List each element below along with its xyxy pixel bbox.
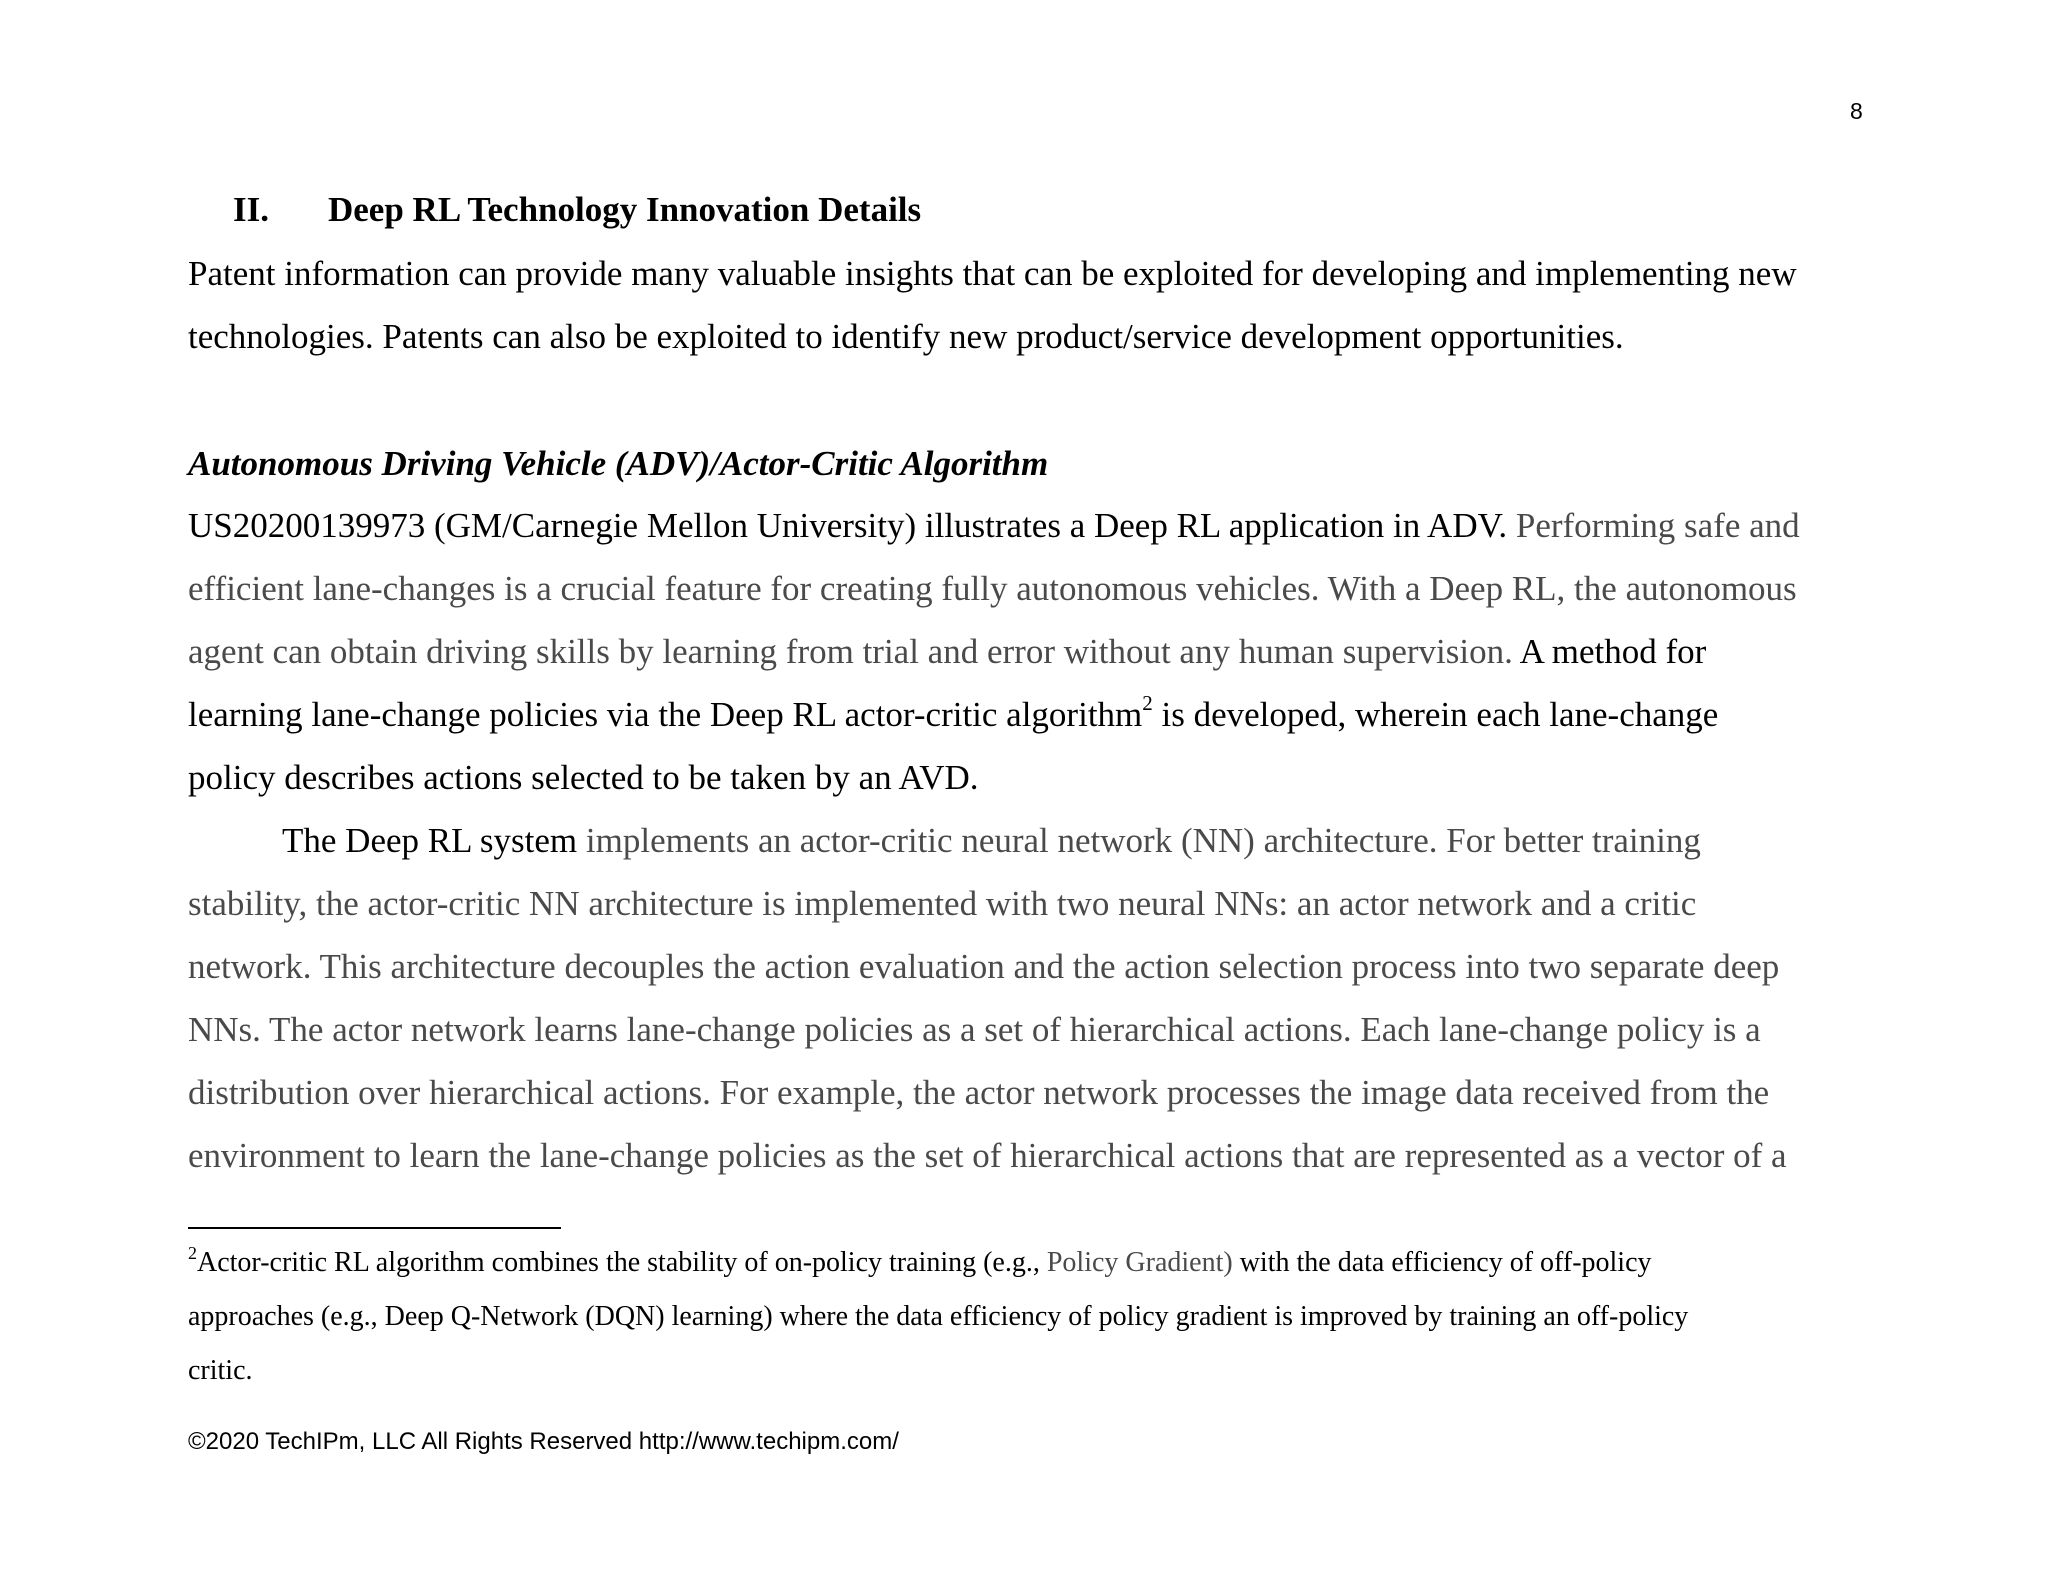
text-span: US20200139973 (GM/Carnegie Mellon University) illustrates a Deep RL application in ADV.: [188, 506, 1508, 545]
text-span: Policy Gradient): [1046, 1247, 1233, 1278]
text-span: learning lane-change policies via the Deep RL actor-critic algorithm: [188, 695, 1143, 734]
footnote-reference[interactable]: 2: [1142, 691, 1153, 715]
intro-line: Patent information can provide many valuable insights that can be exploited for developing and implementing new: [188, 254, 1797, 293]
text-span: The Deep RL system: [282, 821, 578, 860]
section-number: II.: [233, 190, 269, 229]
paragraph-line: stability, the actor-critic NN architecture is implemented with two neural NNs: an actor network and a critic: [188, 884, 1697, 923]
paragraph-line: network. This architecture decouples the action evaluation and the action selection process into two separate deep: [188, 947, 1780, 986]
paragraph-line: [188, 494, 1888, 557]
footnote-divider: [188, 1227, 561, 1229]
paragraph-line: efficient lane-changes is a crucial feature for creating fully autonomous vehicles. With a Deep RL, the autonomous: [188, 569, 1797, 608]
paragraph-line: distribution over hierarchical actions. For example, the actor network processes the image data received from the: [188, 1073, 1770, 1112]
footnote: [188, 1236, 1888, 1398]
text-span: is developed, wherein each lane-change: [1152, 695, 1719, 734]
paragraph-line: [188, 620, 1888, 683]
footnote-marker: 2: [188, 1243, 197, 1263]
body-paragraphs: [188, 494, 1888, 1187]
paragraph-line: policy describes actions selected to be taken by an AVD.: [188, 758, 979, 797]
paragraph-line: NNs. The actor network learns lane-change policies as a set of hierarchical actions. Each lane-change policy is a: [188, 1010, 1761, 1049]
page-number: 8: [1850, 98, 1863, 124]
section-heading: [233, 190, 921, 230]
text-span: Performing safe and: [1507, 506, 1800, 545]
text-span: Actor-critic RL algorithm combines the stability of on-policy training (e.g.,: [197, 1247, 1047, 1278]
text-span: with the data efficiency of off-policy: [1232, 1247, 1652, 1278]
section-title: Deep RL Technology Innovation Details: [328, 190, 922, 229]
subsection-title: Autonomous Driving Vehicle (ADV)/Actor-Critic Algorithm: [188, 444, 1049, 483]
copyright-footer: ©2020 TechIPm, LLC All Rights Reserved http://www.techipm.com/: [188, 1428, 899, 1455]
footnote-line: critic.: [188, 1355, 253, 1386]
text-span: agent can obtain driving skills by learning from trial and error without any human supervision.: [188, 632, 1513, 671]
paragraph-line: [188, 809, 1888, 872]
text-span: A method for: [1512, 632, 1707, 671]
footnote-line: approaches (e.g., Deep Q-Network (DQN) learning) where the data efficiency of policy gradient is improved by training an off-policy: [188, 1301, 1689, 1332]
paragraph-line: [188, 683, 1888, 746]
intro-line: technologies. Patents can also be exploited to identify new product/service development opportunities.: [188, 317, 1624, 356]
text-span: implements an actor-critic neural network (NN) architecture. For better training: [577, 821, 1701, 860]
intro-paragraph: [188, 242, 1888, 368]
footnote-line: [188, 1236, 1888, 1290]
paragraph-line: environment to learn the lane-change policies as the set of hierarchical actions that are represented as a vector of a: [188, 1136, 1787, 1175]
